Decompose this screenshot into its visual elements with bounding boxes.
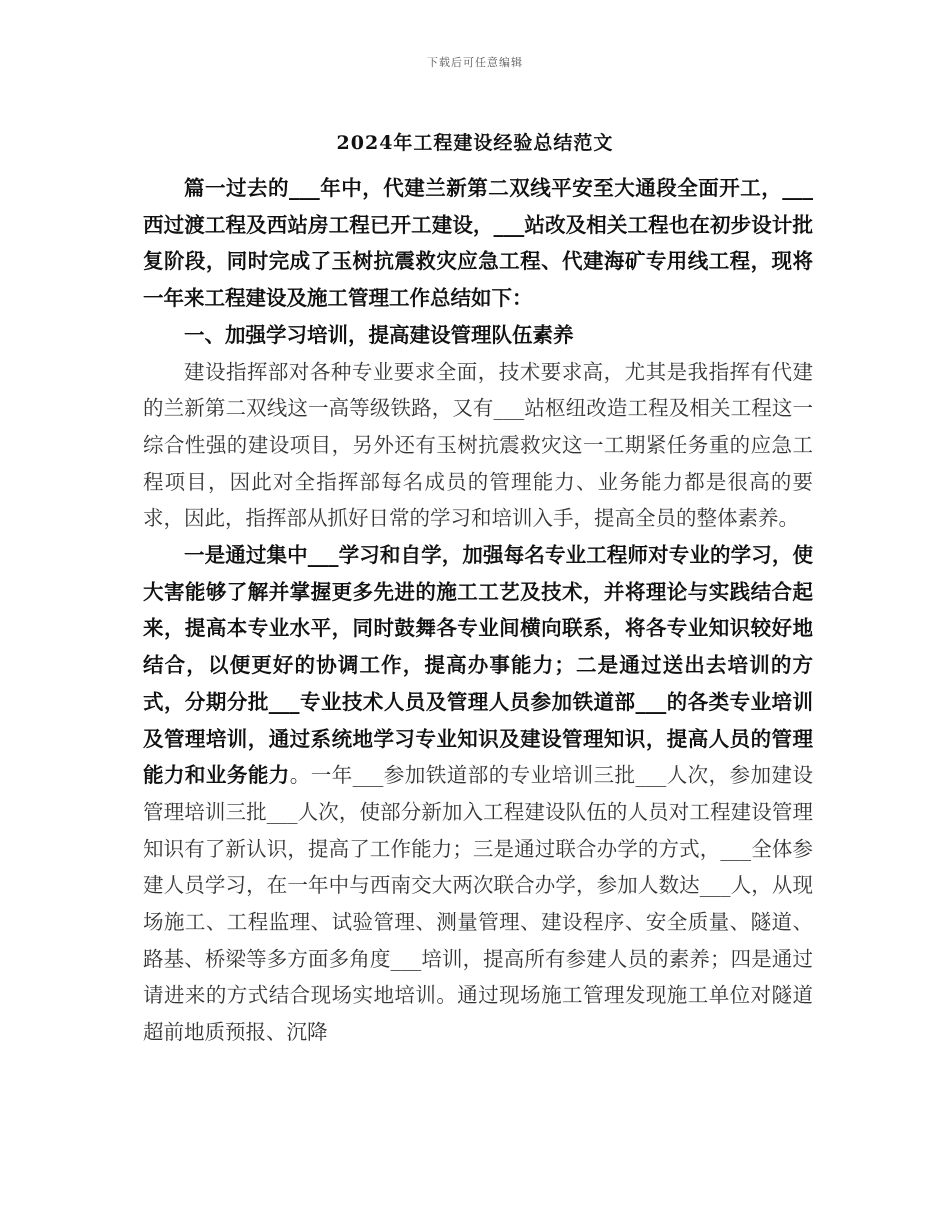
training-paragraph-bold: 一是通过集中___学习和自学，加强每名专业工程师对专业的学习，使大害能够了解并掌握更多先进的施工工艺及技术，并将理论与实践结合起来，提高本专业水平，同时鼓舞各专业间横向联系，将各专业知识较好地结合，以便更好的协调工作，提高办事能力；二是通过送出去培训的方式，分期分批___专业技术人员及管理人员参加铁道部___的各类专业培训及管理培训，通过系统地学习专业知识及建设管理知识，提高人员的管理能力和业务能力 [143,543,813,788]
training-paragraph-normal: 。一年___参加铁道部的专业培训三批___人次，参加建设管理培训三批___人次，使部分新加入工程建设队伍的人员对工程建设管理知识有了新认识，提高了工作能力；三是通过联合办学的方式，___全体参建人员学习，在一年中与西南交大两次联合办学，参加人数达___人，从现场施工、工程监理、试验管理、测量管理、建设程序、安全质量、隧道、路基、桥梁等多方面多角度___培训，提高所有参建人员的素养；四是通过请进来的方式结合现场实地培训。通过现场施工管理发现施工单位对隧道超前地质预报、沉降 [143,763,814,1045]
document-body [143,170,813,1051]
document-title: 2024年工程建设经验总结范文 [336,132,614,154]
section-paragraph: 建设指挥部对各种专业要求全面，技术要求高，尤其是我指挥有代建的兰新第二双线这一高等级铁路，又有___站枢纽改造工程及相关工程这一综合性强的建设项目，另外还有玉树抗震救灾这一工期紧任务重的应急工程项目，因此对全指挥部每名成员的管理能力、业务能力都是很高的要求，因此，指挥部从抓好日常的学习和培训入手，提高全员的整体素养。 [143,359,813,531]
intro-paragraph: 篇一过去的___年中，代建兰新第二双线平安至大通段全面开工，___西过渡工程及西站房工程已开工建设，___站改及相关工程也在初步设计批复阶段，同时完成了玉树抗震救灾应急工程、代建海矿专用线工程，现将一年来工程建设及施工管理工作总结如下： [143,176,813,311]
training-paragraph [143,537,813,1051]
section-heading: 一、加强学习培训，提高建设管理队伍素养 [184,322,574,347]
header-note: 下载后可任意编辑 [427,56,523,69]
